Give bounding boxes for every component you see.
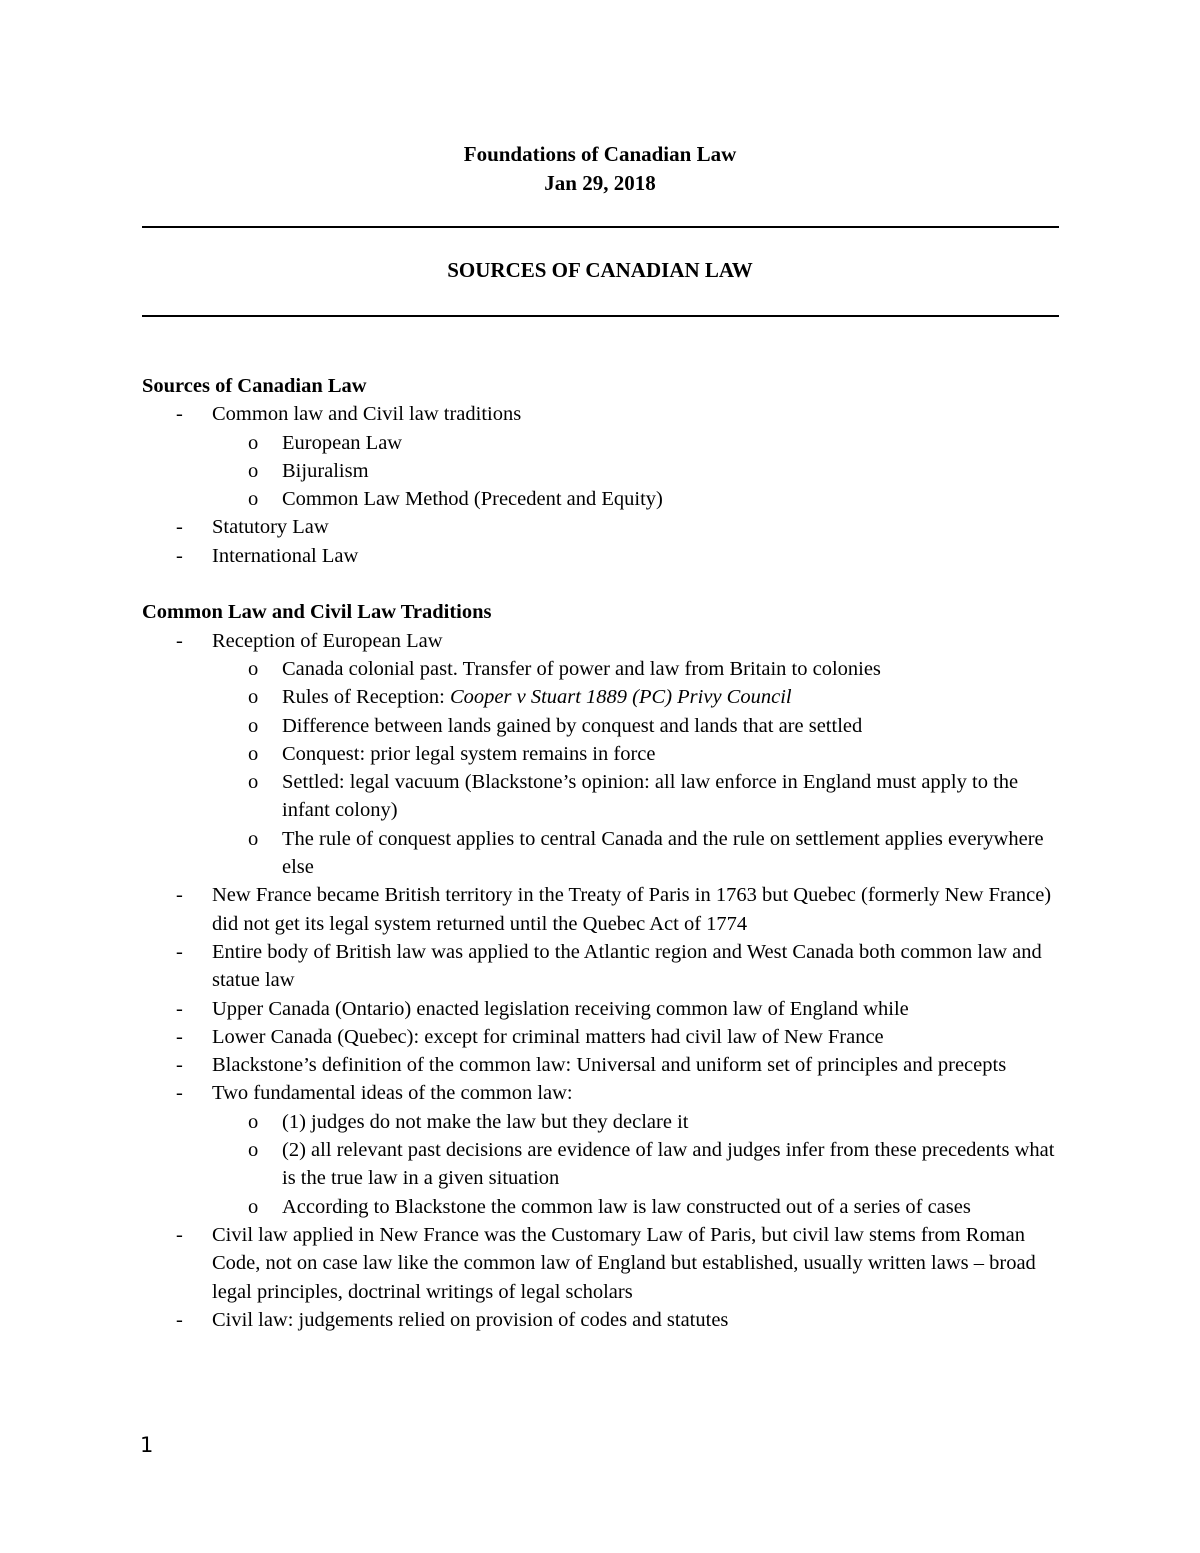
bullet-list <box>142 400 1059 570</box>
sub-list-item <box>142 825 1059 882</box>
dash-bullet-icon: - <box>176 516 183 539</box>
document-date: Jan 29, 2018 <box>544 171 656 195</box>
sub-list-item <box>142 485 1059 513</box>
circle-bullet-icon: o <box>248 459 259 482</box>
section-traditions <box>142 598 1059 1334</box>
page-number: 1 <box>140 1433 154 1457</box>
sub-list-item <box>142 429 1059 457</box>
list-item-text: Two fundamental ideas of the common law: <box>212 1082 573 1105</box>
circle-bullet-icon: o <box>248 714 259 737</box>
list-item <box>142 1023 1059 1051</box>
list-item-text: Lower Canada (Quebec): except for criminal matters had civil law of New France <box>212 1025 884 1048</box>
sub-list-item-text: Conquest: prior legal system remains in force <box>282 742 656 765</box>
dash-bullet-icon: - <box>176 629 183 652</box>
sub-list-item <box>142 457 1059 485</box>
circle-bullet-icon: o <box>248 771 259 794</box>
circle-bullet-icon: o <box>248 827 259 850</box>
dash-bullet-icon: - <box>176 1025 183 1048</box>
list-item <box>142 400 1059 428</box>
list-item <box>142 513 1059 541</box>
dash-bullet-icon: - <box>176 1308 183 1331</box>
sub-list-item-text: (2) all relevant past decisions are evidence of law and judges infer from these precedents what is the true law in a given situation <box>282 1139 1055 1190</box>
sub-list-item <box>142 1193 1059 1221</box>
sub-list-item <box>142 740 1059 768</box>
list-item <box>142 1221 1059 1306</box>
dash-bullet-icon: - <box>176 884 183 907</box>
sub-list-item-text: Common Law Method (Precedent and Equity) <box>282 488 663 511</box>
list-item <box>142 627 1059 655</box>
circle-bullet-icon: o <box>248 742 259 765</box>
case-citation: Cooper v Stuart 1889 (PC) Privy Council <box>449 686 792 709</box>
sub-list-item <box>142 712 1059 740</box>
list-item-text: Upper Canada (Ontario) enacted legislation receiving common law of England while <box>212 997 909 1020</box>
sub-list-item-text: According to Blackstone the common law is law constructed out of a series of cases <box>282 1195 971 1218</box>
list-item <box>142 542 1059 570</box>
sub-list-item-text: Rules of Reception: <box>282 686 450 709</box>
section-heading: Sources of Canadian Law <box>142 375 367 397</box>
sub-list-item-text: European Law <box>282 431 403 454</box>
section-spacer <box>142 570 1059 598</box>
sub-list-item <box>142 768 1059 825</box>
circle-bullet-icon: o <box>248 657 259 680</box>
list-item <box>142 995 1059 1023</box>
dash-bullet-icon: - <box>176 940 183 963</box>
circle-bullet-icon: o <box>248 1195 259 1218</box>
list-item <box>142 1306 1059 1334</box>
list-item <box>142 881 1059 938</box>
list-item <box>142 1079 1059 1107</box>
sub-list-item-text: Settled: legal vacuum (Blackstone’s opinion: all law enforce in England must apply to the infant colony) <box>282 771 1019 822</box>
dash-bullet-icon: - <box>176 544 183 567</box>
top-divider <box>142 226 1059 228</box>
sub-list-item-text: (1) judges do not make the law but they declare it <box>282 1110 689 1133</box>
section-banner-title: SOURCES OF CANADIAN LAW <box>447 258 753 282</box>
sub-list-item-text: Bijuralism <box>282 459 369 482</box>
section-sources <box>142 372 1059 570</box>
list-item <box>142 1051 1059 1079</box>
sub-list-item-text: The rule of conquest applies to central Canada and the rule on settlement applies everywhere else <box>282 827 1044 879</box>
sub-list-item-text: Canada colonial past. Transfer of power and law from Britain to colonies <box>282 657 881 680</box>
sub-list-item <box>142 683 1059 711</box>
list-item-text: Civil law applied in New France was the Customary Law of Paris, but civil law stems from Roman Code, not on case law like the common law of England but established, usually written laws – broad legal principles, doctrinal writings of legal scholars <box>212 1223 1036 1303</box>
circle-bullet-icon: o <box>248 686 259 709</box>
dash-bullet-icon: - <box>176 1082 183 1105</box>
list-item <box>142 938 1059 995</box>
document-title: Foundations of Canadian Law <box>463 142 737 166</box>
sub-list-item <box>142 1108 1059 1136</box>
circle-bullet-icon: o <box>248 488 259 511</box>
list-item-text: Blackstone’s definition of the common law: Universal and uniform set of principles and precepts <box>212 1054 1007 1077</box>
dash-bullet-icon: - <box>176 1054 183 1077</box>
list-item-text: Reception of European Law <box>212 629 443 652</box>
dash-bullet-icon: - <box>176 997 183 1020</box>
bottom-divider <box>142 315 1059 317</box>
document-body <box>142 372 1059 1334</box>
bullet-list <box>142 627 1059 1334</box>
sub-list-item <box>142 655 1059 683</box>
dash-bullet-icon: - <box>176 403 183 426</box>
list-item-text: International Law <box>212 544 359 567</box>
circle-bullet-icon: o <box>248 431 259 454</box>
circle-bullet-icon: o <box>248 1139 259 1162</box>
list-item-text: Common law and Civil law traditions <box>212 403 522 426</box>
list-item-text: Entire body of British law was applied to the Atlantic region and West Canada both common law and statue law <box>212 940 1042 992</box>
sub-list-item-text: Difference between lands gained by conquest and lands that are settled <box>282 714 863 737</box>
circle-bullet-icon: o <box>248 1110 259 1133</box>
list-item-text: New France became British territory in the Treaty of Paris in 1763 but Quebec (formerly New France) did not get its legal system returned until the Quebec Act of 1774 <box>212 884 1052 935</box>
list-item-text: Civil law: judgements relied on provision of codes and statutes <box>212 1308 729 1331</box>
sub-list-item <box>142 1136 1059 1193</box>
dash-bullet-icon: - <box>176 1223 183 1246</box>
section-heading: Common Law and Civil Law Traditions <box>142 601 492 624</box>
list-item-text: Statutory Law <box>212 516 329 539</box>
